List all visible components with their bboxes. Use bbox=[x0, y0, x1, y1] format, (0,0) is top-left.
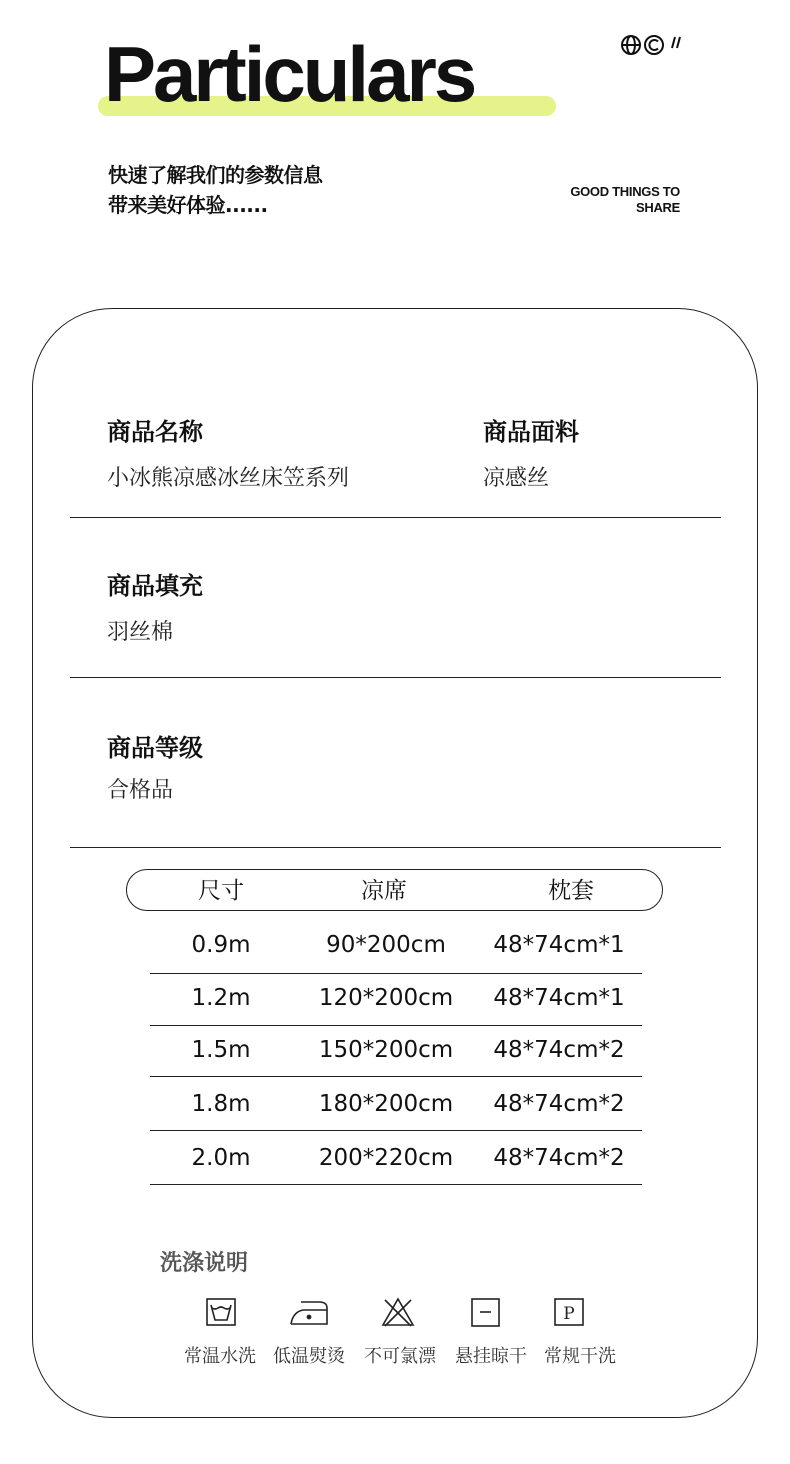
subtitle-line-1: 快速了解我们的参数信息 bbox=[108, 163, 323, 187]
table-cell: 1.2m bbox=[191, 985, 251, 1011]
wash-basin-icon bbox=[204, 1296, 238, 1328]
wash-label: 常温水洗 bbox=[184, 1346, 256, 1367]
table-header-pillowcase: 枕套 bbox=[548, 878, 594, 904]
row-divider bbox=[150, 973, 642, 974]
wash-label: 悬挂晾干 bbox=[455, 1346, 527, 1367]
divider bbox=[70, 517, 721, 518]
row-divider bbox=[150, 1130, 642, 1131]
fabric-value: 凉感丝 bbox=[483, 466, 550, 491]
table-cell: 48*74cm*2 bbox=[493, 1145, 625, 1171]
no-bleach-icon bbox=[381, 1296, 415, 1328]
copyright-icon bbox=[645, 36, 663, 54]
name-label: 商品名称 bbox=[107, 418, 203, 446]
svg-text:P: P bbox=[563, 1304, 575, 1324]
divider bbox=[70, 847, 721, 848]
table-cell: 48*74cm*1 bbox=[493, 985, 625, 1011]
table-header-mat: 凉席 bbox=[361, 878, 407, 904]
filling-label: 商品填充 bbox=[107, 572, 203, 600]
row-divider bbox=[150, 1184, 642, 1185]
grade-label: 商品等级 bbox=[107, 734, 203, 762]
subtitle bbox=[108, 160, 323, 220]
table-cell: 150*200cm bbox=[318, 1037, 454, 1063]
title-block bbox=[96, 26, 566, 126]
washing-title: 洗涤说明 bbox=[160, 1251, 249, 1276]
fabric-label: 商品面料 bbox=[483, 418, 579, 446]
grade-value: 合格品 bbox=[107, 778, 174, 803]
table-cell: 48*74cm*2 bbox=[493, 1037, 625, 1063]
table-cell: 1.5m bbox=[191, 1037, 251, 1063]
slogan-line-2: SHARE bbox=[635, 200, 680, 215]
name-value: 小冰熊凉感冰丝床笠系列 bbox=[107, 466, 350, 491]
table-cell: 90*200cm bbox=[326, 932, 446, 958]
slogan-line-1: GOOD THINGS TO bbox=[570, 184, 680, 199]
row-divider bbox=[150, 1076, 642, 1077]
table-cell: 120*200cm bbox=[318, 985, 454, 1011]
table-cell: 2.0m bbox=[191, 1145, 251, 1171]
wash-label: 低温熨烫 bbox=[273, 1346, 345, 1367]
quote-mark-icon bbox=[672, 37, 680, 48]
table-header-size: 尺寸 bbox=[198, 878, 244, 904]
table-cell: 1.8m bbox=[191, 1091, 251, 1117]
brand-icons bbox=[620, 34, 684, 56]
table-cell: 180*200cm bbox=[318, 1091, 454, 1117]
wash-label: 不可氯漂 bbox=[364, 1346, 436, 1367]
table-cell: 0.9m bbox=[191, 932, 251, 958]
divider bbox=[70, 677, 721, 678]
filling-value: 羽丝棉 bbox=[107, 620, 174, 645]
globe-icon bbox=[622, 36, 640, 54]
hang-dry-icon bbox=[469, 1296, 503, 1328]
table-cell: 48*74cm*2 bbox=[493, 1091, 625, 1117]
table-cell: 200*220cm bbox=[318, 1145, 454, 1171]
page-title: Particulars bbox=[104, 30, 475, 118]
wash-label: 常规干洗 bbox=[544, 1346, 616, 1367]
slogan bbox=[570, 184, 680, 216]
row-divider bbox=[150, 1025, 642, 1026]
iron-icon bbox=[289, 1296, 329, 1328]
dry-clean-icon bbox=[552, 1296, 586, 1328]
subtitle-line-2: 带来美好体验...... bbox=[108, 193, 268, 217]
table-cell: 48*74cm*1 bbox=[493, 932, 625, 958]
